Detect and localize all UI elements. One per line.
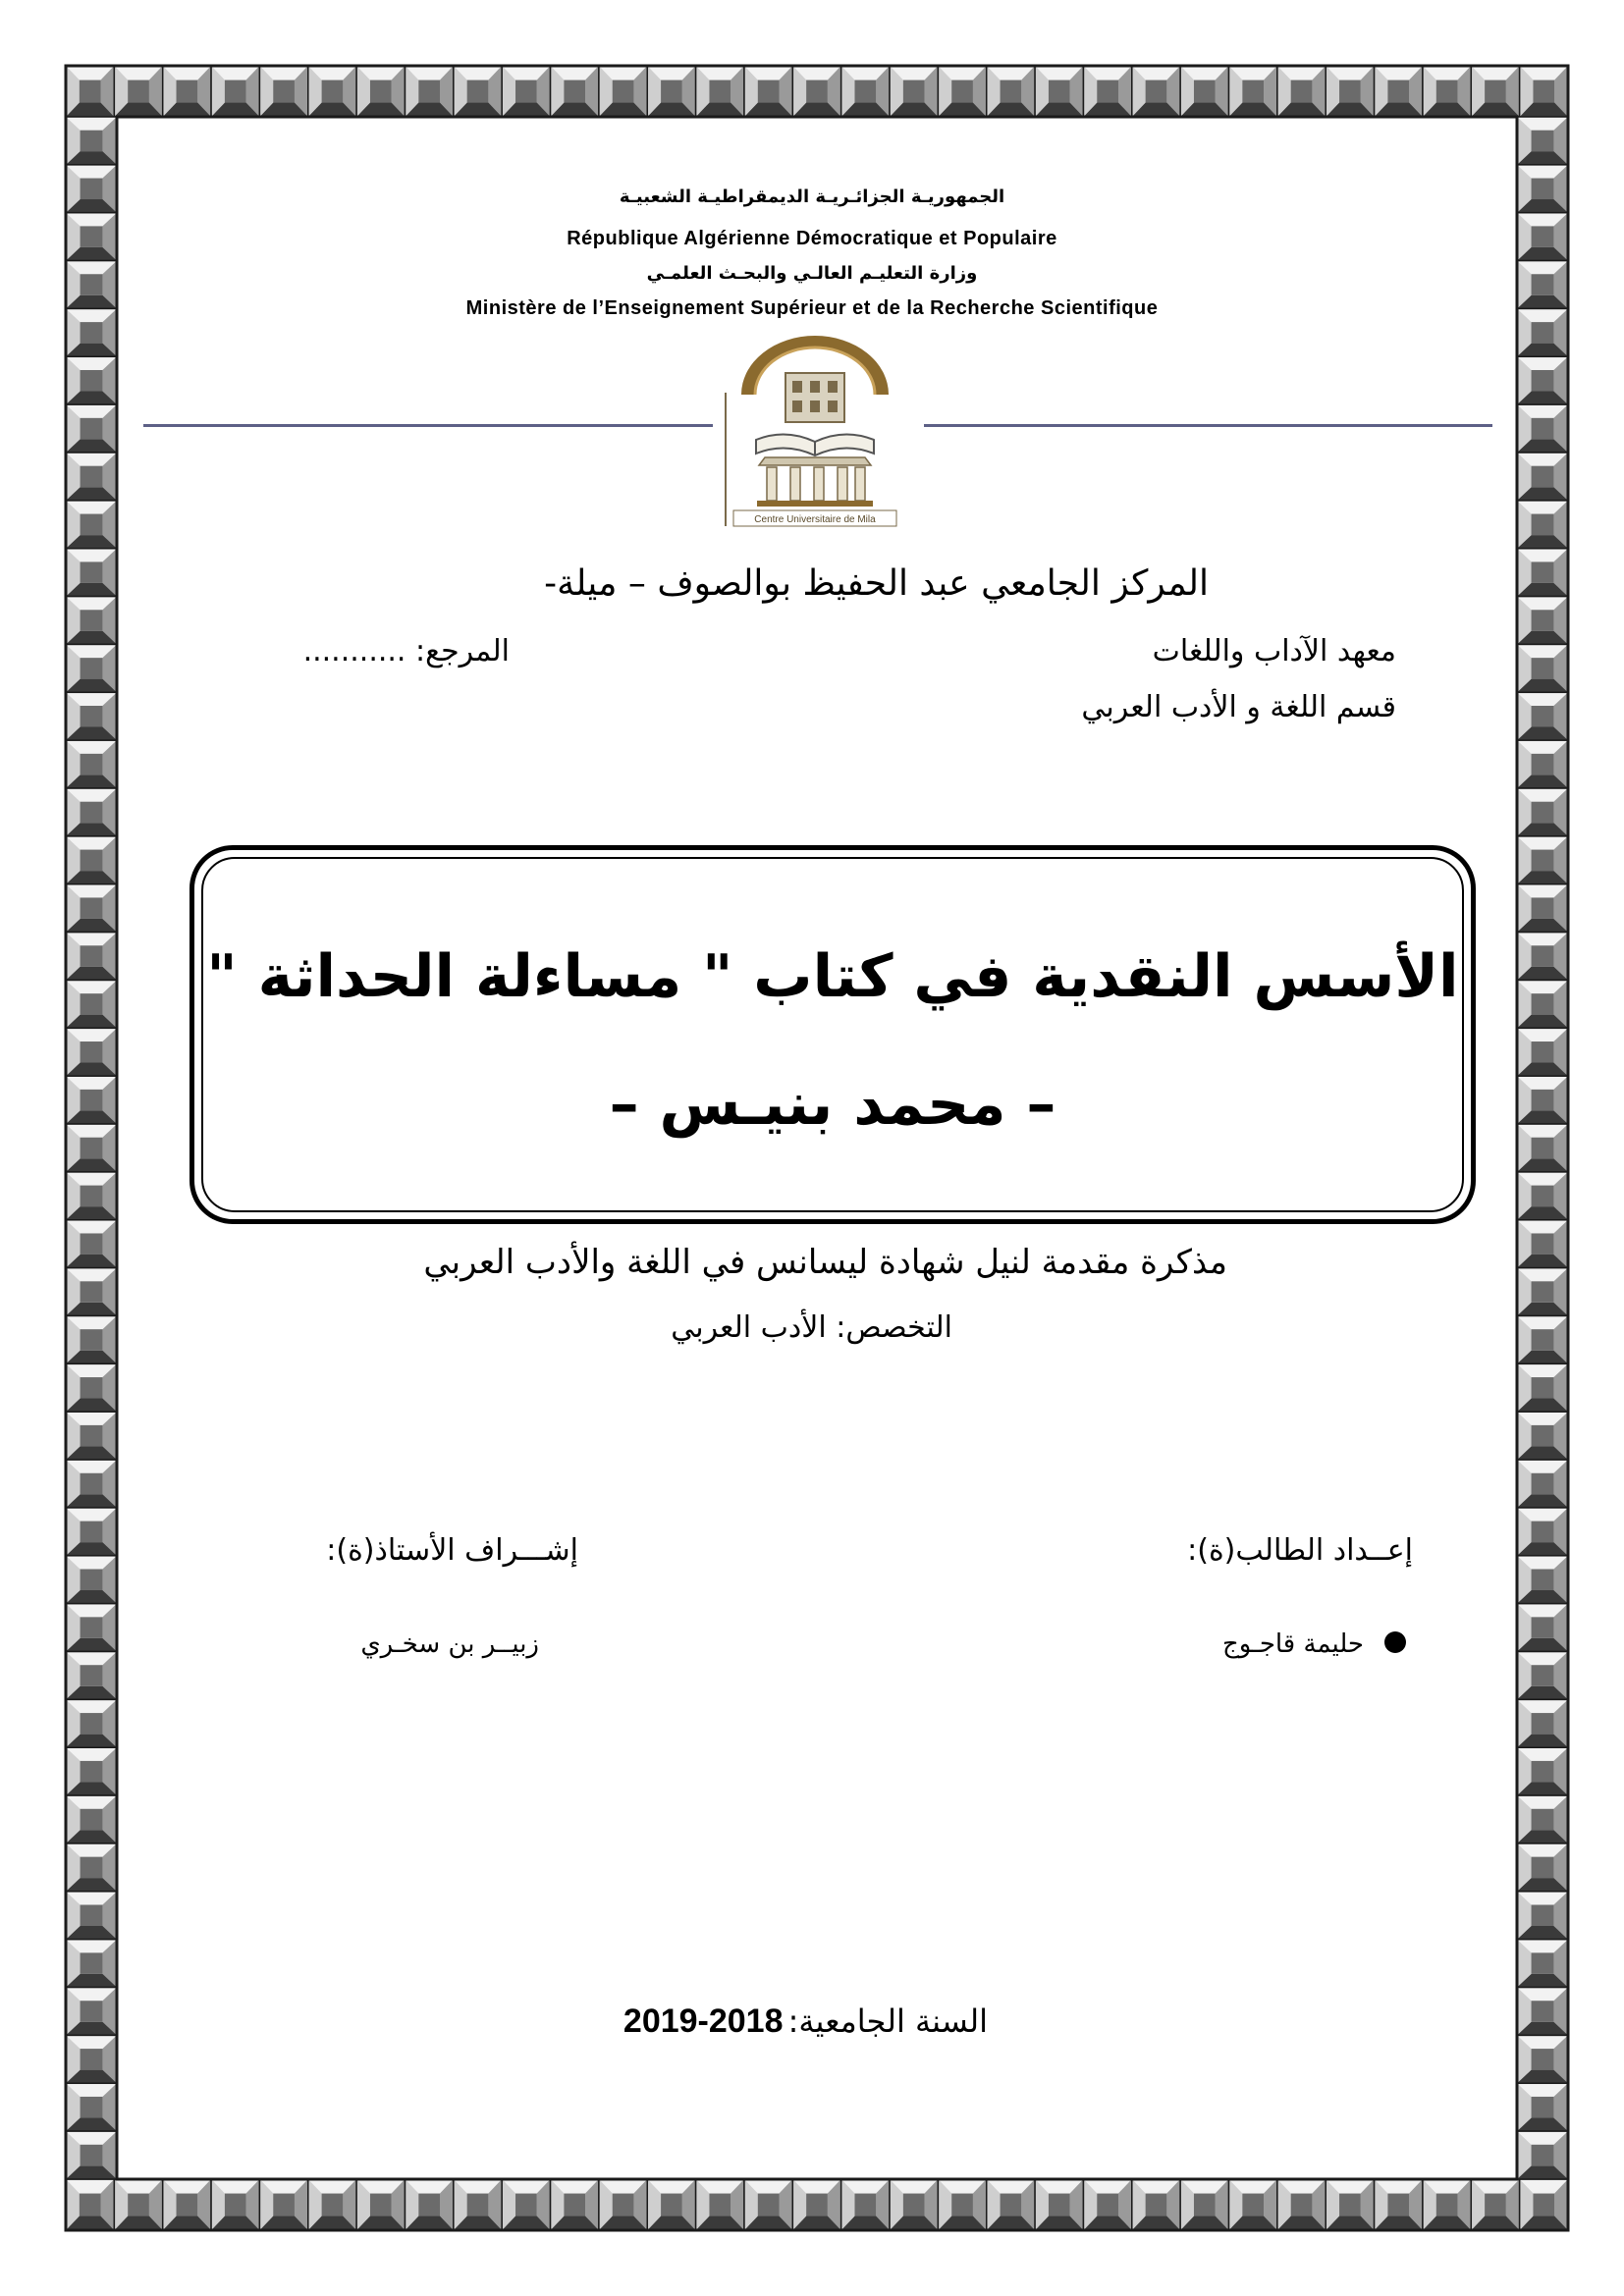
border-tile bbox=[163, 2179, 211, 2230]
thesis-description: مذكرة مقدمة لنيل شهادة ليسانس في اللغة والأدب العربي bbox=[423, 1243, 1227, 1282]
border-tile bbox=[66, 1172, 117, 1220]
border-tile bbox=[356, 66, 405, 117]
border-tile bbox=[66, 933, 117, 981]
border-tile bbox=[1132, 2179, 1180, 2230]
border-tile bbox=[66, 740, 117, 788]
border-tile bbox=[66, 692, 117, 740]
border-tile bbox=[1229, 2179, 1277, 2230]
border-tile bbox=[66, 1604, 117, 1652]
border-tile bbox=[1517, 356, 1568, 404]
border-tile bbox=[502, 66, 550, 117]
border-tile bbox=[551, 2179, 599, 2230]
border-tile bbox=[1520, 2179, 1568, 2230]
border-tile bbox=[1180, 66, 1228, 117]
thesis-author-subject: – محمد بنيـس – bbox=[609, 1070, 1056, 1139]
border-tile bbox=[66, 1460, 117, 1508]
border-tile bbox=[1517, 1940, 1568, 1988]
border-tile bbox=[1517, 980, 1568, 1028]
border-tile bbox=[66, 117, 117, 165]
border-tile bbox=[599, 66, 647, 117]
border-tile bbox=[356, 2179, 405, 2230]
border-tile bbox=[66, 501, 117, 549]
ministry-name-french: Ministère de l’Enseignement Supérieur et de la Recherche Scientifique bbox=[465, 297, 1159, 319]
border-tile bbox=[1035, 66, 1083, 117]
border-tile bbox=[1517, 933, 1568, 981]
border-tile bbox=[1375, 66, 1423, 117]
border-tile bbox=[259, 2179, 307, 2230]
border-tile bbox=[1517, 1412, 1568, 1460]
border-tile bbox=[647, 66, 695, 117]
border-tile bbox=[1517, 740, 1568, 788]
border-tile bbox=[1520, 66, 1568, 117]
border-tile bbox=[1517, 1316, 1568, 1364]
border-tile bbox=[1517, 1747, 1568, 1795]
department-name: قسم اللغة و الأدب العربي bbox=[1081, 690, 1396, 724]
border-tile bbox=[1517, 788, 1568, 836]
border-tile bbox=[696, 2179, 744, 2230]
border-tile bbox=[66, 1556, 117, 1604]
border-tile bbox=[66, 788, 117, 836]
border-tile bbox=[551, 66, 599, 117]
border-tile bbox=[405, 2179, 453, 2230]
border-tile bbox=[841, 66, 890, 117]
border-tile bbox=[66, 980, 117, 1028]
border-tile bbox=[66, 1268, 117, 1316]
border-tile bbox=[66, 1988, 117, 2036]
border-tile bbox=[1517, 453, 1568, 501]
border-tile bbox=[1517, 1892, 1568, 1940]
border-tile bbox=[1517, 2131, 1568, 2179]
border-tile bbox=[66, 549, 117, 597]
thesis-title: الأسس النقدية في كتاب " مساءلة الحداثة " bbox=[206, 942, 1459, 1011]
republic-name-arabic: الجمهوريـة الجزائـريـة الديمقراطيـة الشعبيـة bbox=[619, 187, 1005, 207]
border-tile bbox=[792, 66, 840, 117]
specialty: التخصص: الأدب العربي bbox=[671, 1310, 952, 1345]
border-tile bbox=[1517, 1460, 1568, 1508]
border-tile bbox=[1326, 2179, 1374, 2230]
supervisor-name: زبيــر بن سخـري bbox=[360, 1629, 539, 1659]
student-label: إعــداد الطالب(ة): bbox=[1187, 1533, 1413, 1568]
border-tile bbox=[66, 1892, 117, 1940]
header-rule-right bbox=[924, 424, 1492, 427]
border-tile bbox=[890, 66, 938, 117]
border-tile bbox=[1517, 501, 1568, 549]
reference-number: المرجع: ........... bbox=[302, 634, 510, 668]
border-tile bbox=[987, 2179, 1035, 2230]
border-tile bbox=[1132, 66, 1180, 117]
border-tile bbox=[66, 1028, 117, 1076]
border-tile bbox=[502, 2179, 550, 2230]
border-tile bbox=[114, 66, 162, 117]
bullet-point bbox=[1384, 1631, 1406, 1653]
border-tile bbox=[1517, 1988, 1568, 2036]
border-tile bbox=[1423, 66, 1471, 117]
border-tile bbox=[1517, 117, 1568, 165]
border-tile bbox=[987, 66, 1035, 117]
border-tile bbox=[744, 66, 792, 117]
border-tile bbox=[1517, 2083, 1568, 2131]
border-tile bbox=[938, 66, 986, 117]
border-tile bbox=[1517, 1652, 1568, 1700]
border-tile bbox=[1517, 1508, 1568, 1556]
academic-year-label: السنة الجامعية: bbox=[787, 2002, 988, 2040]
border-tile bbox=[66, 1940, 117, 1988]
border-tile bbox=[66, 1220, 117, 1268]
border-tile bbox=[1517, 1699, 1568, 1747]
border-tile bbox=[66, 1124, 117, 1172]
border-tile bbox=[841, 2179, 890, 2230]
border-tile bbox=[1517, 884, 1568, 933]
border-tile bbox=[66, 2035, 117, 2083]
border-tile bbox=[1471, 2179, 1519, 2230]
border-tile bbox=[1035, 2179, 1083, 2230]
border-tile bbox=[938, 2179, 986, 2230]
border-tile bbox=[647, 2179, 695, 2230]
border-tile bbox=[66, 644, 117, 692]
border-tile bbox=[1517, 1220, 1568, 1268]
border-tile bbox=[66, 453, 117, 501]
border-tile bbox=[66, 1316, 117, 1364]
border-tile bbox=[1277, 2179, 1326, 2230]
border-tile bbox=[163, 66, 211, 117]
border-tile bbox=[1517, 1843, 1568, 1892]
university-logo bbox=[722, 334, 908, 530]
border-tile bbox=[66, 2179, 114, 2230]
border-tile bbox=[1517, 1604, 1568, 1652]
academic-year-value: 2019-2018 bbox=[623, 2002, 784, 2040]
border-tile bbox=[66, 2131, 117, 2179]
border-tile bbox=[1517, 1795, 1568, 1843]
border-tile bbox=[1375, 2179, 1423, 2230]
border-tile bbox=[1517, 1076, 1568, 1124]
border-tile bbox=[1517, 549, 1568, 597]
student-name: حليمة قاجـوج bbox=[1221, 1629, 1364, 1659]
border-tile bbox=[454, 66, 502, 117]
border-tile bbox=[599, 2179, 647, 2230]
border-tile bbox=[66, 2083, 117, 2131]
republic-name-french: République Algérienne Démocratique et Populaire bbox=[567, 228, 1057, 249]
border-tile bbox=[308, 66, 356, 117]
border-tile bbox=[1180, 2179, 1228, 2230]
border-tile bbox=[66, 1843, 117, 1892]
border-tile bbox=[66, 597, 117, 645]
border-tile bbox=[1517, 597, 1568, 645]
border-tile bbox=[1229, 66, 1277, 117]
border-tile bbox=[66, 356, 117, 404]
border-tile bbox=[454, 2179, 502, 2230]
institute-name: معهد الآداب واللغات bbox=[1152, 634, 1396, 668]
border-tile bbox=[114, 2179, 162, 2230]
border-tile bbox=[211, 66, 259, 117]
border-tile bbox=[792, 2179, 840, 2230]
border-tile bbox=[66, 1412, 117, 1460]
university-center-name: المركز الجامعي عبد الحفيظ بوالصوف – ميلة- bbox=[544, 563, 1209, 604]
border-tile bbox=[66, 1795, 117, 1843]
border-tile bbox=[1517, 1268, 1568, 1316]
border-tile bbox=[1083, 2179, 1131, 2230]
border-tile bbox=[211, 2179, 259, 2230]
border-tile bbox=[1517, 404, 1568, 453]
border-tile bbox=[1517, 1556, 1568, 1604]
border-tile bbox=[1517, 1124, 1568, 1172]
border-tile bbox=[66, 1747, 117, 1795]
border-tile bbox=[308, 2179, 356, 2230]
border-tile bbox=[696, 66, 744, 117]
border-tile bbox=[66, 1652, 117, 1700]
logo-caption: Centre Universitaire de Mila bbox=[754, 514, 876, 525]
border-tile bbox=[66, 1508, 117, 1556]
border-tile bbox=[1517, 1172, 1568, 1220]
ministry-name-arabic: وزارة التعليـم العالـي والبحـث العلمـي bbox=[646, 263, 978, 284]
border-tile bbox=[66, 884, 117, 933]
academic-year bbox=[623, 2002, 988, 2041]
border-tile bbox=[1517, 1028, 1568, 1076]
border-tile bbox=[66, 836, 117, 884]
border-tile bbox=[1471, 66, 1519, 117]
border-tile bbox=[1517, 692, 1568, 740]
title-frame-inner bbox=[201, 857, 1464, 1212]
border-tile bbox=[1517, 1363, 1568, 1412]
border-tile bbox=[1083, 66, 1131, 117]
border-tile bbox=[405, 66, 453, 117]
supervisor-label: إشـــراف الأستاذ(ة): bbox=[326, 1533, 578, 1568]
border-tile bbox=[1517, 644, 1568, 692]
border-tile bbox=[1326, 66, 1374, 117]
border-tile bbox=[1517, 836, 1568, 884]
border-tile bbox=[1277, 66, 1326, 117]
border-tile bbox=[744, 2179, 792, 2230]
border-tile bbox=[66, 1076, 117, 1124]
border-tile bbox=[890, 2179, 938, 2230]
border-tile bbox=[66, 1363, 117, 1412]
border-tile bbox=[66, 1699, 117, 1747]
border-tile bbox=[259, 66, 307, 117]
border-tile bbox=[66, 404, 117, 453]
border-tile bbox=[66, 66, 114, 117]
border-tile bbox=[1517, 2035, 1568, 2083]
header-rule-left bbox=[143, 424, 713, 427]
border-tile bbox=[1423, 2179, 1471, 2230]
